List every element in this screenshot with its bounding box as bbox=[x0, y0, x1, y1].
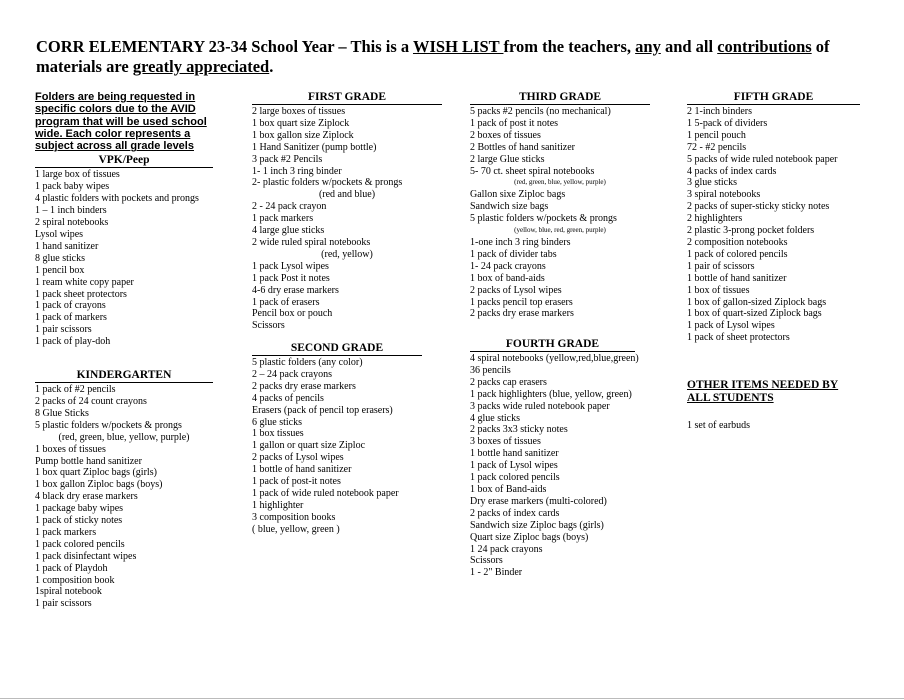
list-item: 1 large box of tissues bbox=[35, 169, 120, 181]
first-grade-heading: FIRST GRADE bbox=[252, 91, 442, 105]
list-item: 2 spiral notebooks bbox=[35, 217, 109, 229]
list-item: (red, green, blue, yellow, purple) bbox=[514, 178, 606, 187]
fifth-grade-list bbox=[687, 106, 860, 344]
list-item: 1 pack baby wipes bbox=[35, 181, 110, 193]
list-item: 1 pack of sheet protectors bbox=[687, 332, 790, 344]
list-item: 1 pack of markers bbox=[35, 312, 107, 324]
list-item: Scissors bbox=[252, 320, 285, 332]
list-item: 3 composition books bbox=[252, 511, 336, 523]
kindergarten-list bbox=[35, 384, 213, 610]
list-item: 5 plastic folders w/pockets & prongs bbox=[35, 419, 182, 431]
kindergarten-heading: KINDERGARTEN bbox=[35, 369, 213, 383]
title-wish-list: WISH LIST bbox=[412, 37, 504, 56]
list-item: 1 pack of sticky notes bbox=[35, 515, 123, 527]
list-item: 2 packs of Lysol wipes bbox=[470, 284, 562, 296]
list-item: 1 - 2" Binder bbox=[470, 567, 523, 579]
list-item: 4 packs of pencils bbox=[252, 392, 324, 404]
list-item: 2 Bottles of hand sanitizer bbox=[470, 141, 575, 153]
title-text: of materials are bbox=[36, 37, 830, 76]
list-item: 2 packs of index cards bbox=[470, 507, 560, 519]
list-item: 1 bottle of hand sanitizer bbox=[687, 272, 787, 284]
list-item: Pump bottle hand sanitizer bbox=[35, 455, 142, 467]
list-item: 1 pack of crayons bbox=[35, 300, 106, 312]
list-item: 1 pack of post-it notes bbox=[252, 476, 341, 488]
other-items-heading: OTHER ITEMS NEEDED BY ALL STUDENTS bbox=[687, 379, 839, 404]
list-item: 1 box of tissues bbox=[687, 284, 750, 296]
list-item: 1-one inch 3 ring binders bbox=[470, 236, 571, 248]
column-4 bbox=[687, 91, 860, 344]
list-item: 1 pack of wide ruled notebook paper bbox=[252, 487, 399, 499]
list-item: 1 box quart size Ziplock bbox=[252, 117, 350, 129]
list-item: 1 box quart Ziploc bags (girls) bbox=[35, 467, 157, 479]
list-item: 1 box of Band-aids bbox=[470, 483, 547, 495]
list-item: 5 plastic folders w/pockets & prongs bbox=[470, 213, 617, 225]
avid-note: Folders are being requested in specific colors due to the AVID program that will be used school wide. Each color represents a subject across all grade levels bbox=[35, 91, 207, 153]
list-item: 2 packs cap erasers bbox=[470, 376, 547, 388]
list-item: 1- 1 inch 3 ring binder bbox=[252, 165, 342, 177]
list-item: 3 boxes of tissues bbox=[470, 436, 541, 448]
title-greatly-appreciated: greatly appreciated bbox=[132, 57, 270, 76]
list-item: Gallon sixe Ziploc bags bbox=[470, 189, 566, 201]
column-3b bbox=[470, 338, 639, 579]
list-item: 36 pencils bbox=[470, 364, 511, 376]
list-item: 2 – 24 pack crayons bbox=[252, 368, 332, 380]
list-item: 1 Hand Sanitizer (pump bottle) bbox=[252, 141, 377, 153]
fifth-grade-heading: FIFTH GRADE bbox=[687, 91, 860, 105]
list-item: 1 pack of divider tabs bbox=[470, 248, 557, 260]
list-item: 1 box tissues bbox=[252, 428, 304, 440]
list-item: 4 black dry erase markers bbox=[35, 491, 138, 503]
list-item: 1 pack of Playdoh bbox=[35, 562, 108, 574]
list-item: 1spiral notebook bbox=[35, 586, 102, 598]
list-item: 1 pack of erasers bbox=[252, 296, 320, 308]
list-item: 1 pack of post it notes bbox=[470, 117, 559, 129]
column-4b bbox=[687, 379, 857, 432]
list-item: 1 pack sheet protectors bbox=[35, 288, 127, 300]
list-item: 2 large boxes of tissues bbox=[252, 106, 346, 117]
list-item: 1 box of quart-sized Ziplock bags bbox=[687, 308, 822, 320]
page-bottom-rule bbox=[0, 698, 904, 699]
column-2b bbox=[252, 342, 422, 536]
list-item: 5 plastic folders (any color) bbox=[252, 357, 363, 368]
list-item: 1- 24 pack crayons bbox=[470, 260, 546, 272]
vpk-list bbox=[35, 169, 213, 348]
list-item: 1 pencil box bbox=[35, 264, 85, 276]
list-item: Sandwich size bags bbox=[470, 201, 549, 213]
list-item: Pencil box or pouch bbox=[252, 308, 333, 320]
title-contributions: contributions bbox=[717, 37, 812, 56]
list-item: 3 spiral notebooks bbox=[687, 189, 761, 201]
list-item: 1 ream white copy paper bbox=[35, 276, 134, 288]
list-item: 1 pack Post it notes bbox=[252, 272, 330, 284]
list-item: 2 boxes of tissues bbox=[470, 129, 541, 141]
list-item: 1 pack of colored pencils bbox=[687, 248, 788, 260]
list-item: 4-6 dry erase markers bbox=[252, 284, 339, 296]
list-item: 1 pack Lysol wipes bbox=[252, 260, 329, 272]
list-item: 1 box gallon Ziploc bags (boys) bbox=[35, 479, 163, 491]
list-item: 6 glue sticks bbox=[252, 416, 302, 428]
list-item: 3 packs wide ruled notebook paper bbox=[470, 400, 610, 412]
list-item: 1 – 1 inch binders bbox=[35, 205, 107, 217]
list-item: 1 pack disinfectant wipes bbox=[35, 550, 137, 562]
list-item: 1 box of band-aids bbox=[470, 272, 545, 284]
list-item: (red, green, blue, yellow, purple) bbox=[58, 431, 190, 443]
list-item: Sandwich size Ziploc bags (girls) bbox=[470, 519, 604, 531]
first-grade-list bbox=[252, 106, 442, 332]
list-item: 2 - 24 pack crayon bbox=[252, 201, 327, 213]
list-item: 1 package baby wipes bbox=[35, 503, 124, 515]
list-item: 2 1-inch binders bbox=[687, 106, 752, 117]
list-item: 3 pack #2 Pencils bbox=[252, 153, 323, 165]
list-item: 2 packs dry erase markers bbox=[470, 308, 574, 320]
title-text: CORR ELEMENTARY 23-34 School Year – This is a bbox=[36, 37, 413, 56]
list-item: 2 packs of super-sticky sticky notes bbox=[687, 201, 830, 213]
column-3 bbox=[470, 91, 650, 320]
vpk-heading: VPK/Peep bbox=[35, 154, 213, 168]
list-item: 2 packs of Lysol wipes bbox=[252, 452, 344, 464]
list-item: 2- plastic folders w/pockets & prongs bbox=[252, 177, 403, 189]
list-item: 5- 70 ct. sheet spiral notebooks bbox=[470, 165, 595, 177]
list-item: 1 box gallon size Ziplock bbox=[252, 129, 354, 141]
list-item: 1 pack of Lysol wipes bbox=[687, 320, 775, 332]
other-items-list bbox=[687, 420, 857, 432]
fourth-grade-list bbox=[470, 353, 639, 579]
second-grade-list bbox=[252, 357, 422, 536]
list-item: 2 packs of 24 count crayons bbox=[35, 395, 147, 407]
list-item: 2 highlighters bbox=[687, 213, 743, 225]
list-item: 1 bottle hand sanitizer bbox=[470, 448, 559, 460]
page-title bbox=[36, 37, 866, 77]
list-item: 1 bottle of hand sanitizer bbox=[252, 464, 352, 476]
list-item: 1 packs pencil top erasers bbox=[470, 296, 573, 308]
list-item: 1 gallon or quart size Ziploc bbox=[252, 440, 366, 452]
list-item: 1 pair scissors bbox=[35, 324, 92, 336]
list-item: 1 pack markers bbox=[35, 526, 97, 538]
list-item: 2 plastic 3-prong pocket folders bbox=[687, 225, 815, 237]
list-item: 2 packs dry erase markers bbox=[252, 380, 356, 392]
list-item: 1 pair of scissors bbox=[687, 260, 755, 272]
title-text: and all bbox=[660, 37, 718, 56]
column-1 bbox=[35, 91, 213, 610]
list-item: 1 pack of play-doh bbox=[35, 336, 111, 348]
list-item: 4 spiral notebooks (yellow,red,blue,green) bbox=[470, 353, 639, 364]
list-item: 5 packs #2 pencils (no mechanical) bbox=[470, 106, 611, 117]
list-item: 1 highlighter bbox=[252, 499, 304, 511]
list-item: 4 glue sticks bbox=[470, 412, 520, 424]
list-item: 5 packs of wide ruled notebook paper bbox=[687, 153, 838, 165]
list-item: Erasers (pack of pencil top erasers) bbox=[252, 404, 393, 416]
third-grade-list bbox=[470, 106, 650, 320]
list-item: 8 Glue Sticks bbox=[35, 407, 89, 419]
list-item: 1 pack of Lysol wipes bbox=[470, 460, 558, 472]
list-item: Dry erase markers (multi-colored) bbox=[470, 495, 607, 507]
list-item: 1 5-pack of dividers bbox=[687, 117, 768, 129]
list-item: 2 composition notebooks bbox=[687, 236, 788, 248]
third-grade-heading: THIRD GRADE bbox=[470, 91, 650, 105]
list-item: 4 packs of index cards bbox=[687, 165, 777, 177]
list-item: 1 pencil pouch bbox=[687, 129, 746, 141]
title-text: . bbox=[269, 57, 274, 76]
list-item: 1 pack of #2 pencils bbox=[35, 384, 116, 396]
list-item: Lysol wipes bbox=[35, 229, 84, 241]
list-item: 1 pack highlighters (blue, yellow, green) bbox=[470, 388, 632, 400]
list-item: 1 hand sanitizer bbox=[35, 240, 99, 252]
list-item: 1 set of earbuds bbox=[687, 420, 751, 431]
list-item: (red, yellow) bbox=[321, 248, 373, 260]
list-item: 1 box of gallon-sized Ziplock bags bbox=[687, 296, 827, 308]
list-item: Scissors bbox=[470, 555, 503, 567]
list-item: 4 large glue sticks bbox=[252, 225, 325, 237]
list-item: 1 pack colored pencils bbox=[35, 538, 125, 550]
list-item: 1 composition book bbox=[35, 574, 115, 586]
list-item: ( blue, yellow, green ) bbox=[252, 523, 340, 535]
list-item: 2 wide ruled spiral notebooks bbox=[252, 236, 371, 248]
list-item: 1 24 pack crayons bbox=[470, 543, 543, 555]
list-item: 72 - #2 pencils bbox=[687, 141, 747, 153]
list-item: (yellow, blue, red, green, purple) bbox=[514, 226, 606, 235]
title-any: any bbox=[635, 37, 661, 56]
list-item: 1 pack markers bbox=[252, 213, 314, 225]
list-item: 1 pack colored pencils bbox=[470, 472, 560, 484]
list-item: Quart size Ziploc bags (boys) bbox=[470, 531, 589, 543]
list-item: 2 large Glue sticks bbox=[470, 153, 545, 165]
list-item: 3 glue sticks bbox=[687, 177, 737, 189]
list-item: 1 pair scissors bbox=[35, 598, 92, 610]
list-item: 4 plastic folders with pockets and prongs bbox=[35, 193, 199, 205]
list-item: 8 glue sticks bbox=[35, 252, 85, 264]
column-2 bbox=[252, 91, 442, 332]
second-grade-heading: SECOND GRADE bbox=[252, 342, 422, 356]
list-item: 2 packs 3x3 sticky notes bbox=[470, 424, 568, 436]
list-item: (red and blue) bbox=[318, 189, 376, 201]
title-text: from the teachers, bbox=[503, 37, 636, 56]
fourth-grade-heading: FOURTH GRADE bbox=[470, 338, 635, 352]
list-item: 1 boxes of tissues bbox=[35, 443, 106, 455]
